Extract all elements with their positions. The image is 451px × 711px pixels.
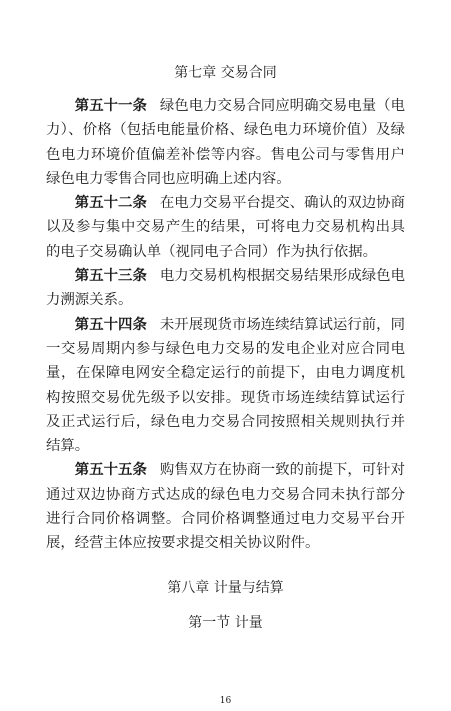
articles-body (46, 94, 405, 556)
article-text: 未开展现货市场连续结算试运行前，同一交易周期内参与绿色电力交易的发电企业对应合同电量，在保障电网安全稳定运行的前提下，由电力调度机构按照交易优先级予以安排。现货市场连续结算试运行及正式运行后，绿色电力交易合同按照相关规则执行并结算。 (46, 316, 405, 455)
section-title: 第一节 计量 (188, 615, 263, 631)
article-text: 在电力交易平台提交、确认的双边协商以及参与集中交易产生的结果，可将电力交易机构出具的电子交易确认单（视同电子合同）作为执行依据。 (46, 195, 405, 260)
article-number: 第五十一条 (74, 98, 147, 114)
article-text: 电力交易机构根据交易结果形成绿色电力溯源关系。 (46, 268, 405, 309)
chapter-title: 第七章 交易合同 (174, 65, 277, 81)
article-52 (46, 191, 405, 264)
article-number: 第五十三条 (74, 268, 147, 285)
article-number: 第五十二条 (74, 195, 147, 212)
chapter-title: 第八章 计量与结算 (167, 580, 284, 596)
article-51 (46, 94, 405, 191)
article-text: 购售双方在协商一致的前提下，可针对通过双边协商方式达成的绿色电力交易合同未执行部分进行合同价格调整。合同价格调整通过电力交易平台开展，经营主体应按要求提交相关协议附件。 (46, 462, 405, 552)
article-number: 第五十五条 (74, 462, 147, 479)
page-number: 16 (219, 696, 232, 706)
article-text: 绿色电力交易合同应明确交易电量（电力）、价格（包括电能量价格、绿色电力环境价值）及绿色电力环境价值偏差补偿等内容。售电公司与零售用户绿色电力零售合同也应明确上述内容。 (46, 98, 405, 187)
article-53 (46, 264, 405, 313)
article-55 (46, 458, 405, 555)
article-number: 第五十四条 (74, 316, 147, 333)
article-54 (46, 313, 405, 459)
